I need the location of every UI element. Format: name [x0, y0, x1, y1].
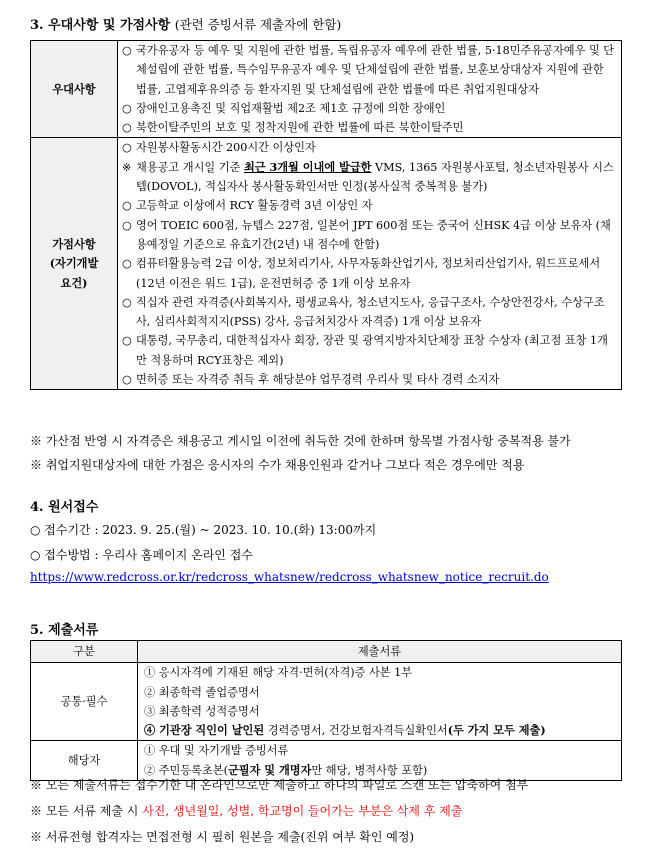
list-item: ○ 컴퓨터활용능력 2급 이상, 정보처리기사, 사무자동화산업기사, 정보처리산업기사, 워드프로세서(12년 이전은 워드 1급), 운전면허증 중 1개 이상 보유자 [122, 257, 601, 290]
section3-heading: 3. 우대사항 및 가점사항 (관련 증빙서류 제출자에 한함) [30, 17, 342, 33]
list-item: ○ 고등학교 이상에서 RCY 활동경력 3년 이상인 자 [122, 199, 373, 213]
bonus-table [30, 40, 622, 390]
list-item: ○ 북한이탈주민의 보호 및 정착지원에 관한 법률에 따른 북한이탈주민 [122, 121, 464, 135]
common-label: 공통·필수 [31, 663, 138, 741]
section5-heading: 5. 제출서류 [30, 623, 99, 638]
apply-period: ○ 접수기간 : 2023. 9. 25.(월) ~ 2023. 10. 10.(화) 13:00까지 [30, 523, 377, 537]
apply-method: ○ 접수방법 : 우리사 홈페이지 온라인 접수 [30, 548, 253, 562]
list-item: ○ 국가유공자 등 예우 및 지원에 관한 법률, 독립유공자 예우에 관한 법률, 5·18민주유공자예우 및 단체설립에 관한 법률, 특수임무유공자 예우 및 단체설립에 관한 법률, 보훈보상대상자 지원에 관한 법률, 고엽제후유의증 등 환자지원 및 단체설립에 관한 법률에 따른 취업지원대상자 [122, 44, 615, 96]
col-category: 구분 [31, 641, 138, 663]
apply-link[interactable]: https://www.redcross.or.kr/redcross_whatsnew/redcross_whatsnew_notice_recruit.do [30, 570, 549, 584]
holder-label: 해당자 [31, 741, 138, 781]
col-documents: 제출서류 [138, 641, 622, 663]
holder-cell: ① 우대 및 자기개발 증빙서류 ② 주민등록초본(군필자 및 개명자만 해당, 병적사항 포함) [138, 741, 622, 781]
list-item: ○ 영어 TOEIC 600점, 뉴텝스 227점, 일본어 JPT 600점 또는 중국어 신HSK 4급 이상 보유자 (채용예정일 기준으로 유효기간(2년) 내 점수에 한함) [122, 218, 611, 251]
pref-cell [118, 41, 622, 138]
pref-label: 우대사항 [31, 41, 118, 138]
documents-table [30, 640, 622, 781]
section5-note-2: ※ 모든 서류 제출 시 사진, 생년월일, 성별, 학교명이 들어가는 부분은 삭제 후 제출 [30, 804, 463, 818]
list-item: ○ 장애인고용촉진 및 직업재활법 제2조 제1호 규정에 의한 장애인 [122, 101, 446, 115]
bonus-cell [118, 138, 622, 390]
bonus-label: 가점사항 (자기개발 요건) [31, 138, 118, 390]
section3-note-1: ※ 가산점 반영 시 자격증은 채용공고 게시일 이전에 취득한 것에 한하며 항목별 가점사항 중복적용 불가 [30, 434, 571, 448]
list-item: ※ 채용공고 개시일 기준 최근 3개월 이내에 발급한 VMS, 1365 자원봉사포털, 청소년자원봉사 시스템(DOVOL), 적십자사 봉사활동확인서만 인정(봉사실적 중복적용 불가) [122, 159, 614, 194]
list-item: ○ 직십자 관련 자격증(사회복지사, 평생교육사, 청소년지도사, 응급구조사, 수상안전강사, 수상구조사, 심리사회적지지(PSS) 강사, 응급처치강사 자격증) 1개 이상 보유자 [122, 295, 605, 329]
section3-note-2: ※ 취업지원대상자에 대한 가점은 응시자의 수가 채용인원과 같거나 그보다 적은 경우에만 적용 [30, 458, 525, 472]
list-item: ○ 자원봉사활동시간 200시간 이상인자 [122, 141, 316, 155]
section5-note-3: ※ 서류전형 합격자는 면접전형 시 필히 원본을 제출(진위 여부 확인 예정) [30, 830, 415, 844]
list-item: ○ 대통령, 국무총리, 대한적십자사 회장, 장관 및 광역지방자치단체장 표창 수상자 (최고점 표창 1개만 적용하며 RCY표창은 제외) [122, 334, 608, 367]
section4-heading: 4. 원서접수 [30, 500, 99, 515]
common-cell: ① 응시자격에 기재된 해당 자격·면허(자격)증 사본 1부 ② 최종학력 졸업증명서 ③ 최종학력 성적증명서 ④ 기관장 직인이 날인된 경력증명서, 건강보험자격득실확인서(두 가지 모두 제출) [138, 663, 622, 741]
section5-note-1: ※ 모든 제출서류는 접수기한 내 온라인으로만 제출하고 하나의 파일로 스캔 또는 압축하여 첨부 [30, 778, 529, 792]
list-item: ○ 면허증 또는 자격증 취득 후 해당분야 업무경력 우리사 및 타사 경력 소지자 [122, 373, 500, 387]
